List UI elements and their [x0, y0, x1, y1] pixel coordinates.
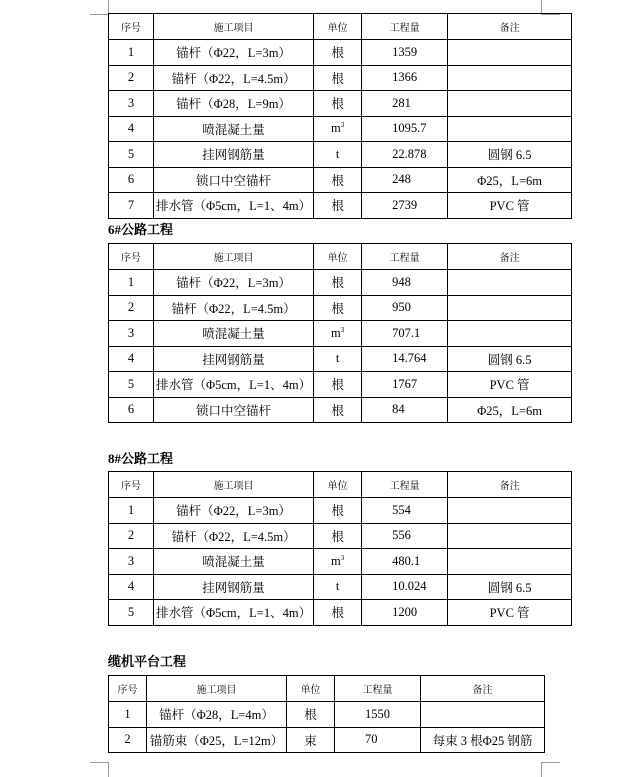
table-header-row — [109, 676, 545, 702]
cell-note — [448, 321, 572, 347]
section-title: 6#公路工程 — [108, 222, 174, 237]
cell-no: 7 — [109, 193, 154, 219]
cell-no: 3 — [109, 549, 154, 575]
cell-note — [448, 65, 572, 91]
table-row — [109, 372, 572, 398]
cell-qty: 2739 — [362, 193, 448, 219]
quantity-table — [108, 243, 572, 423]
cell-note — [448, 295, 572, 321]
column-header-note: 备注 — [448, 472, 572, 498]
cell-no: 3 — [109, 91, 154, 117]
cell-item: 锚杆（Φ22，L=4.5m） — [154, 65, 314, 91]
cell-item: 挂网钢筋量 — [154, 142, 314, 168]
column-header-item: 施工项目 — [147, 676, 287, 702]
quantity-table — [108, 471, 572, 626]
cell-item: 锚杆（Φ22，L=3m） — [154, 270, 314, 296]
table-row — [109, 65, 572, 91]
cell-qty: 1095.7 — [362, 116, 448, 142]
cell-unit: 根 — [314, 65, 362, 91]
cell-unit: 根 — [314, 167, 362, 193]
table-row — [109, 397, 572, 423]
cell-note: PVC 管 — [448, 372, 572, 398]
cell-no: 6 — [109, 397, 154, 423]
cell-no: 5 — [109, 372, 154, 398]
column-header-no: 序号 — [109, 14, 154, 40]
cell-qty: 556 — [362, 523, 448, 549]
table-row — [109, 574, 572, 600]
cell-item: 锚杆（Φ22，L=4.5m） — [154, 295, 314, 321]
table-row — [109, 91, 572, 117]
table-row — [109, 295, 572, 321]
column-header-qty: 工程量 — [362, 14, 448, 40]
cell-item: 喷混凝土量 — [154, 321, 314, 347]
cell-unit: 根 — [287, 702, 335, 728]
cell-item: 锚筋束（Φ25，L=12m） — [147, 727, 287, 753]
column-header-qty: 工程量 — [335, 676, 421, 702]
section-title: 8#公路工程 — [108, 451, 174, 466]
column-header-no: 序号 — [109, 676, 147, 702]
cell-unit: t — [314, 574, 362, 600]
column-header-qty: 工程量 — [362, 472, 448, 498]
cell-item: 排水管（Φ5cm，L=1、4m） — [154, 600, 314, 626]
cell-note — [448, 116, 572, 142]
column-header-unit: 单位 — [314, 472, 362, 498]
table-row — [109, 498, 572, 524]
cell-item: 锚杆（Φ22，L=4.5m） — [154, 523, 314, 549]
cell-note — [421, 702, 545, 728]
cell-note: Φ25，L=6m — [448, 397, 572, 423]
cell-no: 4 — [109, 346, 154, 372]
cell-no: 4 — [109, 574, 154, 600]
cell-item: 锚杆（Φ28，L=9m） — [154, 91, 314, 117]
cell-no: 4 — [109, 116, 154, 142]
cell-unit: 根 — [314, 498, 362, 524]
cell-qty: 1550 — [335, 702, 421, 728]
cell-no: 1 — [109, 702, 147, 728]
table-row — [109, 549, 572, 575]
cell-no: 2 — [109, 727, 147, 753]
cell-no: 5 — [109, 600, 154, 626]
table-row — [109, 116, 572, 142]
cell-qty: 14.764 — [362, 346, 448, 372]
cell-item: 锁口中空锚杆 — [154, 167, 314, 193]
cell-no: 1 — [109, 270, 154, 296]
table-row — [109, 270, 572, 296]
crop-mark-bottom-left — [90, 762, 109, 777]
cell-item: 排水管（Φ5cm，L=1、4m） — [154, 372, 314, 398]
table-row — [109, 321, 572, 347]
cell-qty: 554 — [362, 498, 448, 524]
table-row — [109, 167, 572, 193]
cell-qty: 1366 — [362, 65, 448, 91]
column-header-item: 施工项目 — [154, 472, 314, 498]
column-header-item: 施工项目 — [154, 244, 314, 270]
cell-qty: 281 — [362, 91, 448, 117]
cell-item: 锁口中空锚杆 — [154, 397, 314, 423]
cell-qty: 480.1 — [362, 549, 448, 575]
cell-qty: 948 — [362, 270, 448, 296]
cell-unit: $m^3$ — [314, 321, 362, 347]
crop-mark-top-left — [90, 0, 109, 15]
quantity-table — [108, 13, 572, 219]
cell-no: 2 — [109, 523, 154, 549]
cell-unit: 根 — [314, 397, 362, 423]
cell-qty: 70 — [335, 727, 421, 753]
cell-unit: t — [314, 142, 362, 168]
cell-unit: 根 — [314, 372, 362, 398]
cell-item: 锚杆（Φ22，L=3m） — [154, 498, 314, 524]
cell-no: 2 — [109, 65, 154, 91]
column-header-no: 序号 — [109, 472, 154, 498]
cell-item: 锚杆（Φ22，L=3m） — [154, 40, 314, 66]
table-header-row — [109, 244, 572, 270]
cell-qty: 22.878 — [362, 142, 448, 168]
cell-note: PVC 管 — [448, 193, 572, 219]
quantity-table — [108, 675, 545, 753]
cell-qty: 10.024 — [362, 574, 448, 600]
column-header-item: 施工项目 — [154, 14, 314, 40]
cell-item: 排水管（Φ5cm，L=1、4m） — [154, 193, 314, 219]
cell-note — [448, 523, 572, 549]
cell-note — [448, 270, 572, 296]
column-header-unit: 单位 — [314, 14, 362, 40]
cell-item: 挂网钢筋量 — [154, 346, 314, 372]
section-title: 缆机平台工程 — [108, 654, 187, 669]
cell-no: 1 — [109, 498, 154, 524]
cell-no: 2 — [109, 295, 154, 321]
cell-note: 圆钢 6.5 — [448, 574, 572, 600]
cell-note — [448, 498, 572, 524]
cell-note: 圆钢 6.5 — [448, 142, 572, 168]
cell-item: 挂网钢筋量 — [154, 574, 314, 600]
cell-unit: 根 — [314, 523, 362, 549]
table-row — [109, 40, 572, 66]
cell-unit: 根 — [314, 600, 362, 626]
cell-unit: 根 — [314, 193, 362, 219]
table-row — [109, 727, 545, 753]
cell-item: 喷混凝土量 — [154, 549, 314, 575]
column-header-unit: 单位 — [287, 676, 335, 702]
cell-note: 每束 3 根Φ25 钢筋 — [421, 727, 545, 753]
cell-qty: 248 — [362, 167, 448, 193]
column-header-qty: 工程量 — [362, 244, 448, 270]
cell-no: 3 — [109, 321, 154, 347]
cell-no: 5 — [109, 142, 154, 168]
cell-unit: 根 — [314, 270, 362, 296]
cell-unit: t — [314, 346, 362, 372]
cell-note: PVC 管 — [448, 600, 572, 626]
cell-note — [448, 549, 572, 575]
cell-no: 1 — [109, 40, 154, 66]
table-row — [109, 142, 572, 168]
cell-unit: $m^3$ — [314, 549, 362, 575]
table-row — [109, 702, 545, 728]
cell-qty: 1767 — [362, 372, 448, 398]
table-row — [109, 523, 572, 549]
cell-unit: 根 — [314, 295, 362, 321]
cell-item: 喷混凝土量 — [154, 116, 314, 142]
cell-unit: $m^3$ — [314, 116, 362, 142]
cell-note: Φ25，L=6m — [448, 167, 572, 193]
table-header-row — [109, 472, 572, 498]
cell-qty: 1359 — [362, 40, 448, 66]
cell-qty: 84 — [362, 397, 448, 423]
cell-note: 圆钢 6.5 — [448, 346, 572, 372]
cell-note — [448, 91, 572, 117]
table-header-row — [109, 14, 572, 40]
cell-no: 6 — [109, 167, 154, 193]
column-header-no: 序号 — [109, 244, 154, 270]
column-header-note: 备注 — [448, 14, 572, 40]
cell-unit: 根 — [314, 40, 362, 66]
column-header-note: 备注 — [421, 676, 545, 702]
crop-mark-bottom-right — [541, 762, 560, 777]
table-row — [109, 600, 572, 626]
cell-qty: 707.1 — [362, 321, 448, 347]
cell-unit: 根 — [314, 91, 362, 117]
cell-qty: 1200 — [362, 600, 448, 626]
column-header-note: 备注 — [448, 244, 572, 270]
cell-qty: 950 — [362, 295, 448, 321]
cell-item: 锚杆（Φ28，L=4m） — [147, 702, 287, 728]
cell-note — [448, 40, 572, 66]
table-row — [109, 193, 572, 219]
table-row — [109, 346, 572, 372]
column-header-unit: 单位 — [314, 244, 362, 270]
cell-unit: 束 — [287, 727, 335, 753]
